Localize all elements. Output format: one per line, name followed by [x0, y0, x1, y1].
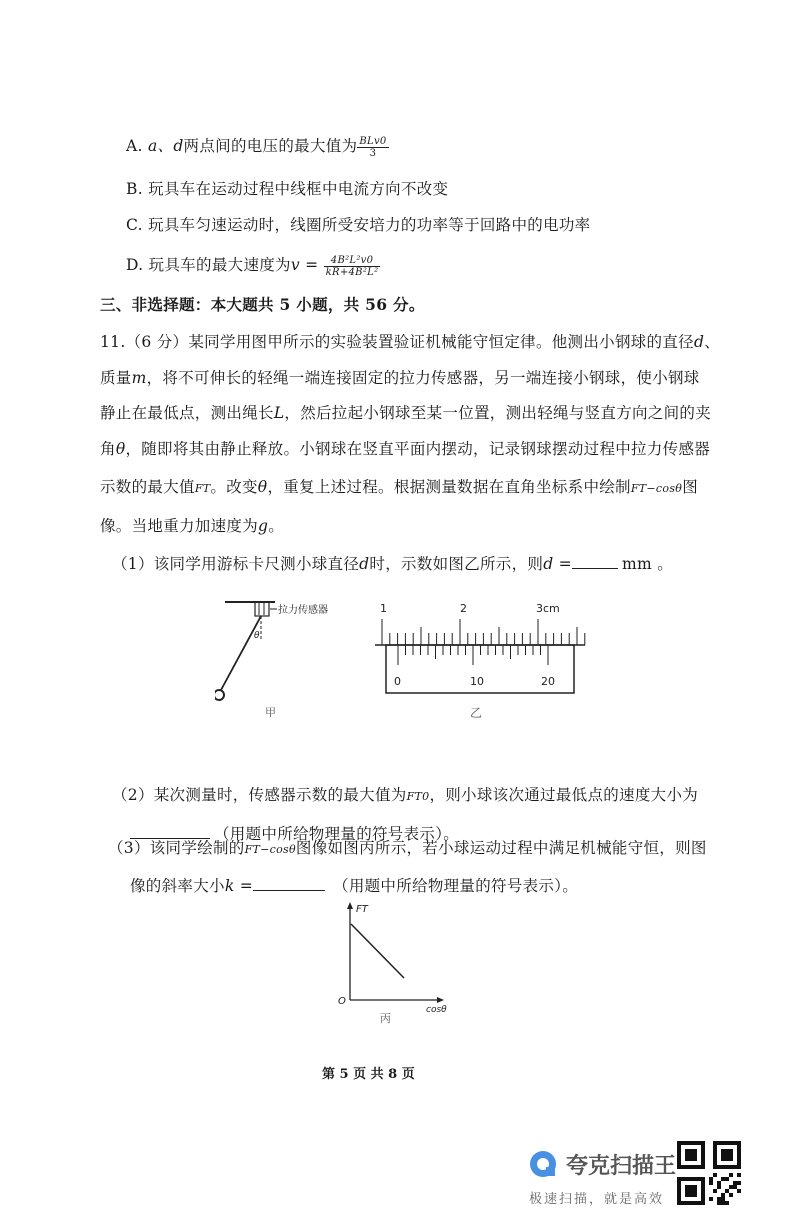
caption-yi: 乙 — [470, 706, 483, 720]
part-2-line-2: （用题中所给物理量的符号表示）。 — [130, 822, 459, 844]
option-d: D. 玩具车的最大速度为v = $\frac{\text{4B²L²v0}}{\text{kR+4B²L²}}$ — [126, 254, 379, 278]
main-tick-1: 1 — [380, 602, 387, 615]
figure-bing — [330, 900, 460, 1030]
origin-label: O — [338, 996, 346, 1007]
q11-line-2: 质量m，将不可伸长的轻绳一端连接固定的拉力传感器，另一端连接小钢球，使小钢球 — [100, 369, 700, 387]
page-footer: 第 5 页 共 8 页 — [322, 1067, 415, 1082]
q11-line-5: 示数的最大值FT。改变θ，重复上述过程。根据测量数据在直角坐标系中绘制FT−cosθ图 — [100, 478, 698, 496]
brand-name: 夸克扫描王 — [566, 1154, 677, 1179]
y-axis-label: FT — [356, 904, 368, 915]
caption-jia: 甲 — [265, 706, 276, 719]
option-b: B. 玩具车在运动过程中线框中电流方向不改变 — [126, 180, 449, 198]
qr-code-icon[interactable] — [677, 1141, 741, 1205]
option-a: A. a、d两点间的电压的最大值为 $\frac{\text{BLv0}}{3}$ — [126, 135, 387, 159]
brand-tagline: 极速扫描，就是高效 — [529, 1192, 665, 1207]
figure-yi — [370, 597, 595, 722]
option-d-fraction: $\frac{\text{4B²L²v0}}{\text{kR+4B²L²}}$ — [325, 254, 379, 278]
sensor-label: 拉力传感器 — [278, 605, 328, 616]
answer-blank-3[interactable] — [253, 876, 325, 891]
section-3-heading: 三、非选择题：本大题共 5 小题，共 56 分。 — [100, 295, 425, 314]
caption-bing: 丙 — [380, 1012, 391, 1025]
rope — [221, 616, 261, 690]
vernier-tick-20: 20 — [541, 675, 555, 688]
q11-line-6: 像。当地重力加速度为g。 — [100, 517, 285, 535]
part-3-line-1: （3）该同学绘制的FT−cosθ图像如图丙所示，若小球运动过程中满足机械能守恒，则图 — [108, 839, 707, 857]
main-tick-2: 2 — [460, 602, 467, 615]
answer-blank-1[interactable] — [572, 554, 618, 569]
main-tick-3: 3cm — [536, 602, 560, 615]
ft-cos-line — [351, 924, 404, 978]
y-axis-arrow — [347, 902, 353, 909]
q11-line-1: 11.（6 分）某同学用图甲所示的实验装置验证机械能守恒定律。他测出小钢球的直径d、 — [100, 333, 720, 351]
vernier-tick-10: 10 — [470, 675, 484, 688]
option-a-fraction: $\frac{\text{BLv0}}{3}$ — [359, 135, 387, 159]
figure-jia — [215, 592, 365, 722]
quark-logo-icon — [527, 1148, 559, 1180]
main-scale-labels — [380, 602, 560, 615]
part-2-line-1: （2）某次测量时，传感器示数的最大值为FT0，则小球该次通过最低点的速度大小为 — [112, 786, 699, 804]
q11-line-4: 角θ，随即将其由静止释放。小钢球在竖直平面内摆动，记录钢球摆动过程中拉力传感器 — [100, 440, 711, 458]
sensor-box — [255, 602, 269, 616]
steel-ball — [215, 690, 224, 700]
vernier-scale-ticks — [398, 645, 548, 665]
x-axis-label: cosθ — [426, 1005, 447, 1015]
theta-label: θ — [254, 631, 260, 641]
q11-line-3: 静止在最低点，测出绳长L，然后拉起小钢球至某一位置，测出轻绳与竖直方向之间的夹 — [100, 404, 712, 422]
x-axis-arrow — [437, 997, 444, 1003]
main-scale-ticks — [382, 619, 585, 645]
option-c: C. 玩具车匀速运动时，线圈所受安培力的功率等于回路中的电功率 — [126, 216, 591, 234]
vernier-tick-0: 0 — [394, 675, 401, 688]
part-3-line-2: 像的斜率大小k = （用题中所给物理量的符号表示）。 — [130, 877, 579, 895]
part-1: （1）该同学用游标卡尺测小球直径d时，示数如图乙所示，则d = mm 。 — [112, 555, 673, 573]
